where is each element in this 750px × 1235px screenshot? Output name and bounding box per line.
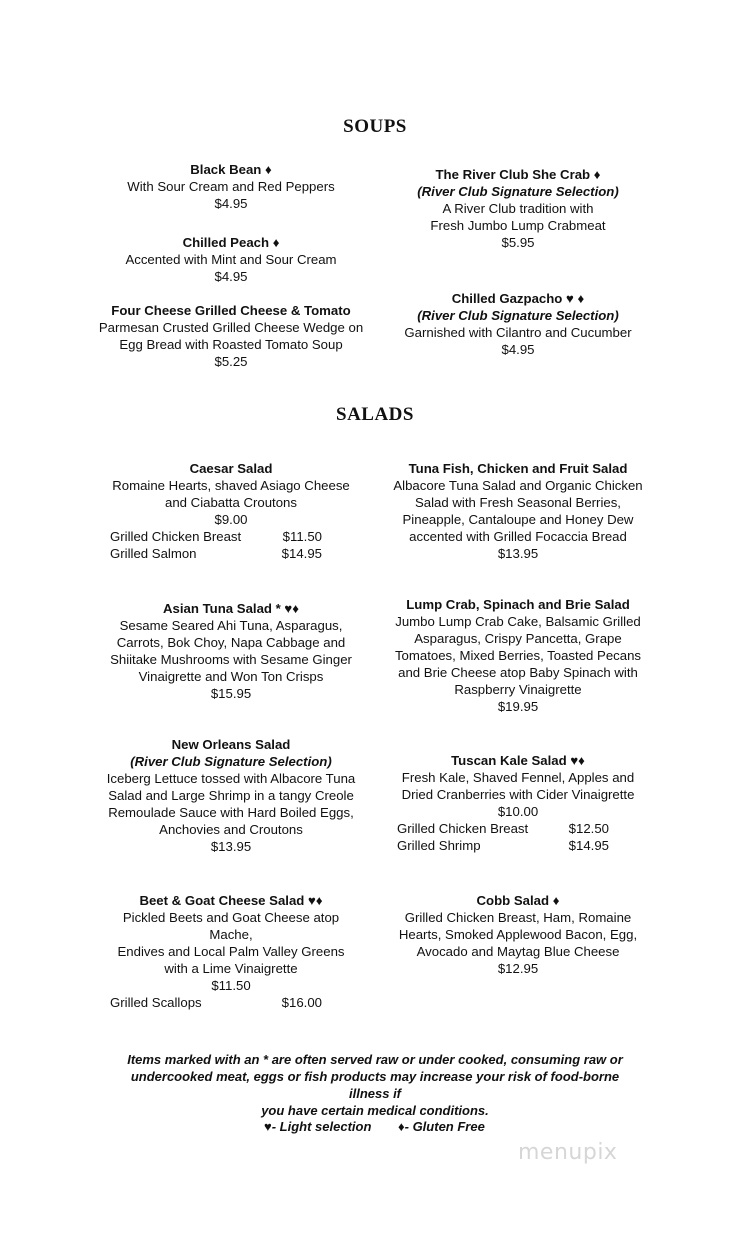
item-name: Asian Tuna Salad * ♥♦ — [163, 601, 299, 616]
item-description: Asparagus, Crispy Pancetta, Grape — [414, 631, 622, 646]
item-description: Pineapple, Cantaloupe and Honey Dew — [402, 512, 634, 527]
item-description: Anchovies and Croutons — [159, 822, 303, 837]
addon-price: $12.50 — [568, 821, 609, 836]
signature-selection: (River Club Signature Selection) — [417, 308, 619, 323]
item-name: Cobb Salad ♦ — [476, 893, 560, 908]
addon-row — [110, 545, 322, 562]
item-description: Remoulade Sauce with Hard Boiled Eggs, — [108, 805, 354, 820]
item-price: $19.95 — [497, 699, 539, 714]
item-description: with a Lime Vinaigrette — [164, 961, 298, 976]
addon-row — [397, 820, 609, 837]
item-description: Garnished with Cilantro and Cucumber — [404, 325, 632, 340]
item-price: $4.95 — [501, 342, 535, 357]
item-price: $4.95 — [214, 269, 248, 284]
addon-label: Grilled Salmon — [110, 546, 197, 561]
item-description: Salad and Large Shrimp in a tangy Creole — [108, 788, 354, 803]
item-price: $13.95 — [210, 839, 252, 854]
menu-item-chilled-gazpacho — [388, 290, 648, 358]
item-description: Pickled Beets and Goat Cheese atop Mache, — [122, 910, 340, 942]
menupix-watermark: menupix — [518, 1140, 618, 1165]
item-description: With Sour Cream and Red Peppers — [127, 179, 335, 194]
item-description: Parmesan Crusted Grilled Cheese Wedge on — [98, 320, 364, 335]
menu-item-tuna-chicken-fruit-salad — [388, 460, 648, 562]
item-description: Vinaigrette and Won Ton Crisps — [138, 669, 324, 684]
addon-label: Grilled Chicken Breast — [397, 821, 529, 836]
item-price: $10.00 — [497, 804, 539, 819]
item-description: Fresh Kale, Shaved Fennel, Apples and — [401, 770, 635, 785]
addon-price: $11.50 — [282, 529, 322, 544]
item-description: Avocado and Maytag Blue Cheese — [416, 944, 620, 959]
item-price: $9.00 — [214, 512, 248, 527]
item-name: Tuscan Kale Salad ♥♦ — [451, 753, 585, 768]
item-name: Lump Crab, Spinach and Brie Salad — [406, 597, 630, 612]
item-description: and Ciabatta Croutons — [165, 495, 297, 510]
item-name: New Orleans Salad — [171, 737, 291, 752]
item-description: Raspberry Vinaigrette — [454, 682, 582, 697]
menu-item-caesar-salad — [101, 460, 361, 562]
item-price: $11.50 — [211, 978, 251, 993]
item-name: Four Cheese Grilled Cheese & Tomato — [111, 303, 351, 318]
item-description: Endives and Local Palm Valley Greens — [117, 944, 345, 959]
item-name: The River Club She Crab ♦ — [435, 167, 601, 182]
item-description: Iceberg Lettuce tossed with Albacore Tuna — [106, 771, 356, 786]
item-description: Sesame Seared Ahi Tuna, Asparagus, — [119, 618, 343, 633]
legend-light-selection: ♥- Light selection — [264, 1119, 372, 1134]
item-description: Grilled Chicken Breast, Ham, Romaine — [404, 910, 632, 925]
notice-line: Items marked with an * are often served raw or under cooked, consuming raw or — [127, 1052, 623, 1067]
addon-price: $14.95 — [281, 546, 322, 561]
item-description: Dried Cranberries with Cider Vinaigrette — [401, 787, 635, 802]
menu-item-asian-tuna-salad — [101, 600, 361, 702]
item-description: Tomatoes, Mixed Berries, Toasted Pecans — [394, 648, 642, 663]
item-name: Caesar Salad — [189, 461, 273, 476]
item-description: Shiitake Mushrooms with Sesame Ginger — [110, 652, 352, 667]
item-description: Albacore Tuna Salad and Organic Chicken — [393, 478, 643, 493]
notice-line: undercooked meat, eggs or fish products may increase your risk of food-borne illness if — [130, 1069, 620, 1101]
menu-item-four-cheese — [96, 302, 366, 370]
item-description: Carrots, Bok Choy, Napa Cabbage and — [116, 635, 346, 650]
legend-gluten-free: ♦- Gluten Free — [398, 1119, 485, 1134]
item-price: $15.95 — [210, 686, 252, 701]
menu-item-she-crab — [388, 166, 648, 251]
item-description: Jumbo Lump Crab Cake, Balsamic Grilled — [395, 614, 641, 629]
item-price: $4.95 — [214, 196, 248, 211]
addon-label: Grilled Scallops — [110, 995, 202, 1010]
item-description: accented with Grilled Focaccia Bread — [409, 529, 627, 544]
item-name: Black Bean ♦ — [190, 162, 272, 177]
addon-row — [397, 837, 609, 854]
notice-line: you have certain medical conditions. — [261, 1103, 489, 1118]
addon-label: Grilled Shrimp — [397, 838, 481, 853]
addon-label: Grilled Chicken Breast — [110, 529, 242, 544]
menu-item-cobb-salad — [388, 892, 648, 977]
menu-item-lump-crab-salad — [388, 596, 648, 715]
menu-item-tuscan-kale-salad — [388, 752, 648, 854]
item-name: Tuna Fish, Chicken and Fruit Salad — [408, 461, 628, 476]
item-description: and Brie Cheese atop Baby Spinach with — [398, 665, 638, 680]
item-price: $12.95 — [497, 961, 539, 976]
addon-price: $14.95 — [568, 838, 609, 853]
item-description: Accented with Mint and Sour Cream — [125, 252, 337, 267]
salads-heading: SALADS — [336, 404, 414, 425]
addon-row — [110, 994, 322, 1011]
item-description: Romaine Hearts, shaved Asiago Cheese — [112, 478, 350, 493]
soups-heading: SOUPS — [343, 116, 407, 137]
menu-item-chilled-peach — [101, 234, 361, 285]
menu-item-black-bean — [101, 161, 361, 212]
item-name: Beet & Goat Cheese Salad ♥♦ — [139, 893, 323, 908]
item-name: Chilled Gazpacho ♥ ♦ — [451, 291, 585, 306]
signature-selection: (River Club Signature Selection) — [417, 184, 619, 199]
signature-selection: (River Club Signature Selection) — [130, 754, 332, 769]
item-price: $13.95 — [497, 546, 539, 561]
addon-row — [110, 528, 322, 545]
food-safety-notice — [110, 1051, 640, 1119]
item-price: $5.25 — [214, 354, 248, 369]
item-name: Chilled Peach ♦ — [182, 235, 280, 250]
item-description: Egg Bread with Roasted Tomato Soup — [119, 337, 343, 352]
addon-price: $16.00 — [281, 995, 322, 1010]
menu-item-new-orleans-salad — [101, 736, 361, 855]
item-description: Fresh Jumbo Lump Crabmeat — [430, 218, 606, 233]
item-description: Hearts, Smoked Applewood Bacon, Egg, — [398, 927, 638, 942]
item-price: $5.95 — [501, 235, 535, 250]
item-description: Salad with Fresh Seasonal Berries, — [415, 495, 621, 510]
menu-item-beet-goat-cheese-salad — [101, 892, 361, 1011]
item-description: A River Club tradition with — [442, 201, 594, 216]
